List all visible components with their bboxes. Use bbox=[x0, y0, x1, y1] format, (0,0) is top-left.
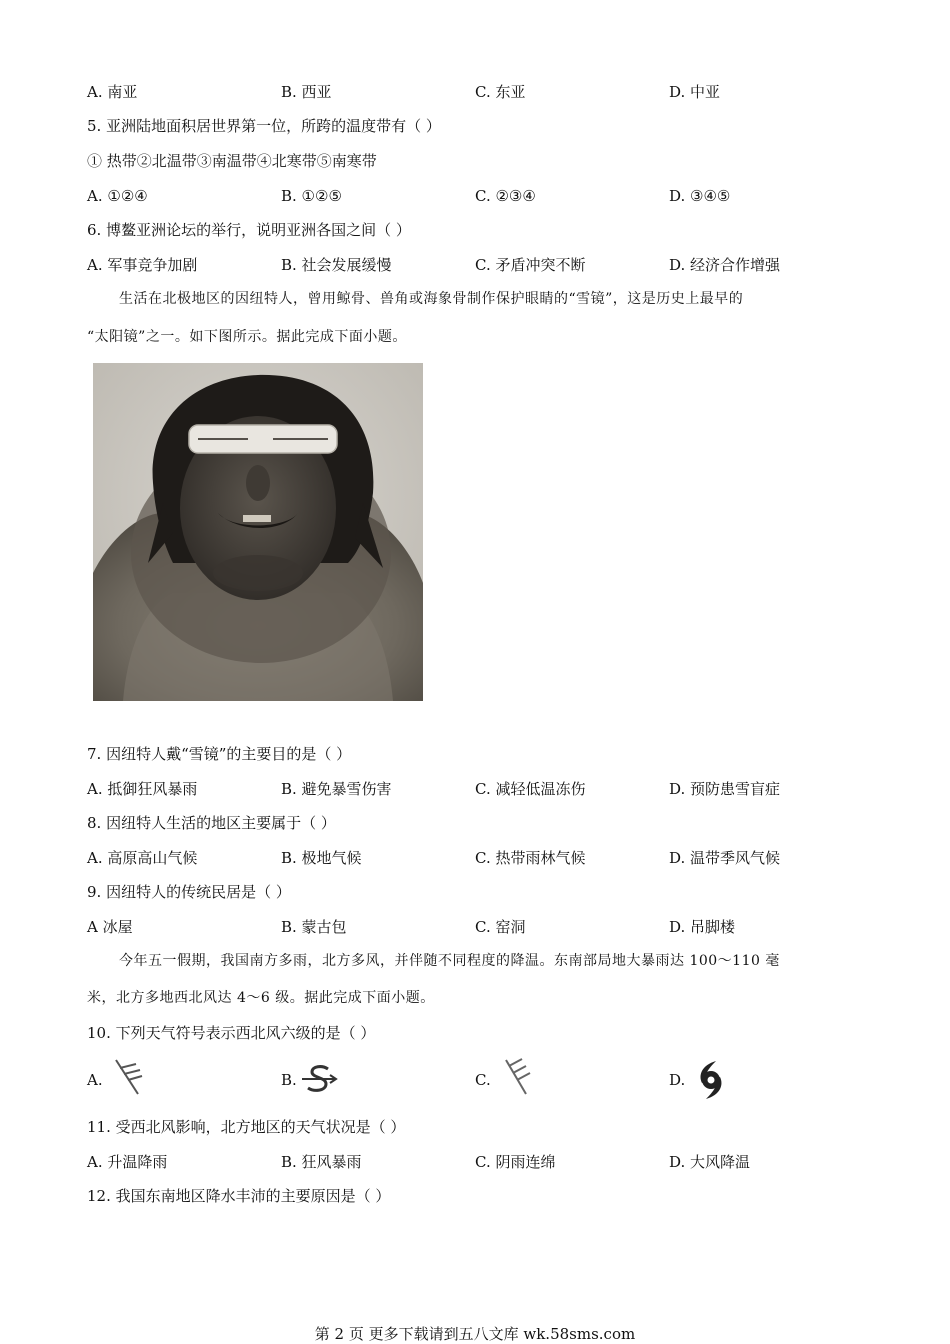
q9-option-c: C. 窑洞 bbox=[475, 918, 526, 936]
q4-option-d: D. 中亚 bbox=[669, 83, 721, 101]
q5-option-c: C. ②③④ bbox=[475, 187, 536, 205]
q6-option-b: B. 社会发展缓慢 bbox=[281, 256, 392, 274]
passage1-line1: 生活在北极地区的因纽特人，曾用鲸骨、兽角或海象骨制作保护眼睛的“雪镜”，这是历史上最早的 bbox=[119, 291, 744, 307]
q11-option-c: C. 阴雨连绵 bbox=[475, 1153, 556, 1171]
q7-option-a: A. 抵御狂风暴雨 bbox=[87, 780, 198, 798]
inuit-snow-goggles-photo bbox=[93, 363, 423, 701]
q9-option-a: A 冰屋 bbox=[87, 918, 133, 936]
passage1-line2: “太阳镜”之一。如下图所示。据此完成下面小题。 bbox=[87, 329, 407, 345]
q12-stem: 12. 我国东南地区降水丰沛的主要原因是（ ） bbox=[87, 1187, 391, 1205]
q5-option-b: B. ①②⑤ bbox=[281, 187, 342, 205]
q7-stem: 7. 因纽特人戴“雪镜”的主要目的是（ ） bbox=[87, 745, 352, 763]
page-footer: 第 2 页 更多下载请到五八文库 wk.58sms.com bbox=[314, 1325, 636, 1343]
wind-barb-symbol-c bbox=[496, 1056, 536, 1098]
q6-option-d: D. 经济合作增强 bbox=[669, 256, 781, 274]
q8-option-c: C. 热带雨林气候 bbox=[475, 849, 586, 867]
q4-option-a: A. 南亚 bbox=[87, 83, 138, 101]
q9-option-b: B. 蒙古包 bbox=[281, 918, 347, 936]
q7-option-b: B. 避免暴雪伤害 bbox=[281, 780, 392, 798]
q7-option-c: C. 减轻低温冻伤 bbox=[475, 780, 586, 798]
typhoon-symbol-d bbox=[694, 1059, 728, 1101]
q11-option-a: A. 升温降雨 bbox=[87, 1153, 168, 1171]
q10-label-c: C. bbox=[475, 1071, 491, 1089]
q4-option-c: C. 东亚 bbox=[475, 83, 526, 101]
q5-option-a: A. ①②④ bbox=[87, 187, 148, 205]
q10-stem: 10. 下列天气符号表示西北风六级的是（ ） bbox=[87, 1024, 376, 1042]
sandstorm-symbol-b bbox=[300, 1063, 340, 1097]
q8-option-d: D. 温带季风气候 bbox=[669, 849, 781, 867]
q6-option-a: A. 军事竞争加剧 bbox=[87, 256, 198, 274]
q6-stem: 6. 博鳌亚洲论坛的举行，说明亚洲各国之间（ ） bbox=[87, 221, 411, 239]
q11-option-b: B. 狂风暴雨 bbox=[281, 1153, 362, 1171]
q9-option-d: D. 吊脚楼 bbox=[669, 918, 736, 936]
q7-option-d: D. 预防患雪盲症 bbox=[669, 780, 781, 798]
q5-stem: 5. 亚洲陆地面积居世界第一位，所跨的温度带有（ ） bbox=[87, 117, 441, 135]
q9-stem: 9. 因纽特人的传统民居是（ ） bbox=[87, 883, 291, 901]
q8-option-b: B. 极地气候 bbox=[281, 849, 362, 867]
passage2-line1: 今年五一假期，我国南方多雨，北方多风，并伴随不同程度的降温。东南部局地大暴雨达 100～110 毫 bbox=[119, 953, 780, 969]
wind-barb-symbol-a bbox=[108, 1056, 148, 1098]
q5-list: ① 热带②北温带③南温带④北寒带⑤南寒带 bbox=[87, 152, 377, 170]
q4-option-b: B. 西亚 bbox=[281, 83, 332, 101]
q11-option-d: D. 大风降温 bbox=[669, 1153, 751, 1171]
q10-label-b: B. bbox=[281, 1071, 297, 1089]
q6-option-c: C. 矛盾冲突不断 bbox=[475, 256, 586, 274]
q11-stem: 11. 受西北风影响，北方地区的天气状况是（ ） bbox=[87, 1118, 406, 1136]
q8-stem: 8. 因纽特人生活的地区主要属于（ ） bbox=[87, 814, 336, 832]
q8-option-a: A. 高原高山气候 bbox=[87, 849, 198, 867]
q10-label-a: A. bbox=[87, 1071, 103, 1089]
q5-option-d: D. ③④⑤ bbox=[669, 187, 731, 205]
passage2-line2: 米，北方多地西北风达 4～6 级。据此完成下面小题。 bbox=[87, 990, 435, 1006]
q10-label-d: D. bbox=[669, 1071, 686, 1089]
